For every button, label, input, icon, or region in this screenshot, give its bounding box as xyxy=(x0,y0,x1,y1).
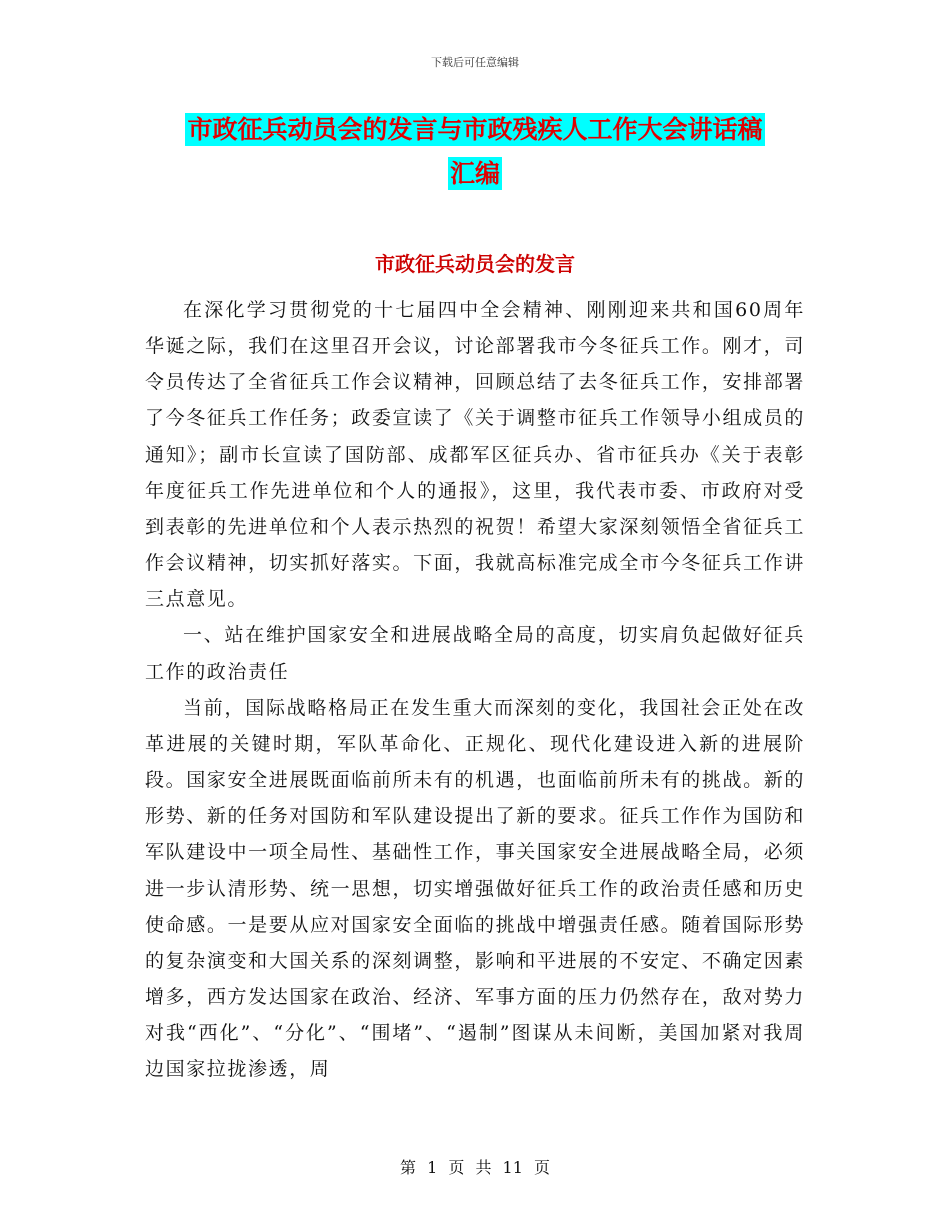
paragraph-3: 当前，国际战略格局正在发生重大而深刻的变化，我国社会正处在改革进展的关键时期，军队革命化、正规化、现代化建设进入新的进展阶段。国家安全进展既面临前所未有的机遇，也面临前所未有的挑战。新的形势、新的任务对国防和军队建设提出了新的要求。征兵工作作为国防和军队建设中一项全局性、基础性工作，事关国家安全进展战略全局，必须进一步认清形势、统一思想，切实增强做好征兵工作的政治责任感和历史使命感。一是要从应对国家安全面临的挑战中增强责任感。随着国际形势的复杂演变和大国关系的深刻调整，影响和平进展的不安定、不确定因素增多，西方发达国家在政治、经济、军事方面的压力仍然存在，敌对势力对我“西化”、“分化”、“围堵”、“遏制”图谋从未间断，美国加紧对我周边国家拉拢渗透，周 xyxy=(145,696,805,1081)
paragraph-2: 一、站在维护国家安全和进展战略全局的高度，切实肩负起做好征兵工作的政治责任 xyxy=(145,624,805,683)
header-note: 下载后可任意编辑 xyxy=(431,56,519,69)
document-title-line-1 xyxy=(0,114,950,146)
document-title-line-2 xyxy=(0,158,950,190)
section-heading: 市政征兵动员会的发言 xyxy=(375,252,575,276)
body-text xyxy=(145,292,805,1087)
page-footer: 第 1 页 共 11 页 xyxy=(400,1158,550,1177)
paragraph-1: 在深化学习贯彻党的十七届四中全会精神、刚刚迎来共和国60周年华诞之际，我们在这里召开会议，讨论部署我市今冬征兵工作。刚才，司令员传达了全省征兵工作会议精神，回顾总结了去冬征兵工作，安排部署了今冬征兵工作任务；政委宣读了《关于调整市征兵工作领导小组成员的通知》；副市长宣读了国防部、成都军区征兵办、省市征兵办《关于表彰年度征兵工作先进单位和个人的通报》，这里，我代表市委、市政府对受到表彰的先进单位和个人表示热烈的祝贺！希望大家深刻领悟全省征兵工作会议精神，切实抓好落实。下面，我就高标准完成全市今冬征兵工作讲三点意见。 xyxy=(145,299,805,611)
title-text-line-1: 市政征兵动员会的发言与市政残疾人工作大会讲话稿 xyxy=(187,115,763,144)
title-text-line-2: 汇编 xyxy=(449,159,500,188)
